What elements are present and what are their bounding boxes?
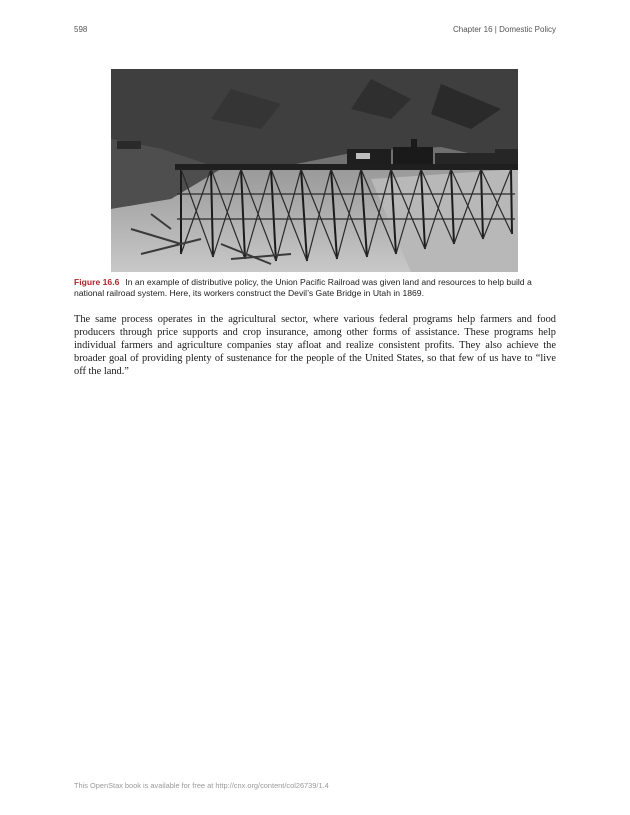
footer-note: This OpenStax book is available for free at http://cnx.org/content/col26739/1.4 (74, 781, 329, 790)
figure-caption-text: In an example of distributive policy, the Union Pacific Railroad was given land and resources to help build a national railroad system. Here, its workers construct the Devil’s Gate Bridge in Utah in 1869. (74, 277, 532, 298)
figure-photo (111, 69, 518, 272)
figure-caption (74, 277, 556, 299)
figure-label: Figure 16.6 (74, 277, 120, 287)
running-head: Chapter 16 | Domestic Policy (452, 25, 556, 34)
body-paragraph: The same process operates in the agricultural sector, where various federal programs help farmers and food producers through price supports and crop insurance, among other forms of assistance. These programs help individual farmers and agriculture companies stay afloat and realize consistent profits. They also achieve the broader goal of providing plenty of sustenance for the people of the United States, so that few of us have to “live off the land.” (74, 314, 556, 378)
page-number: 598 (74, 25, 88, 34)
